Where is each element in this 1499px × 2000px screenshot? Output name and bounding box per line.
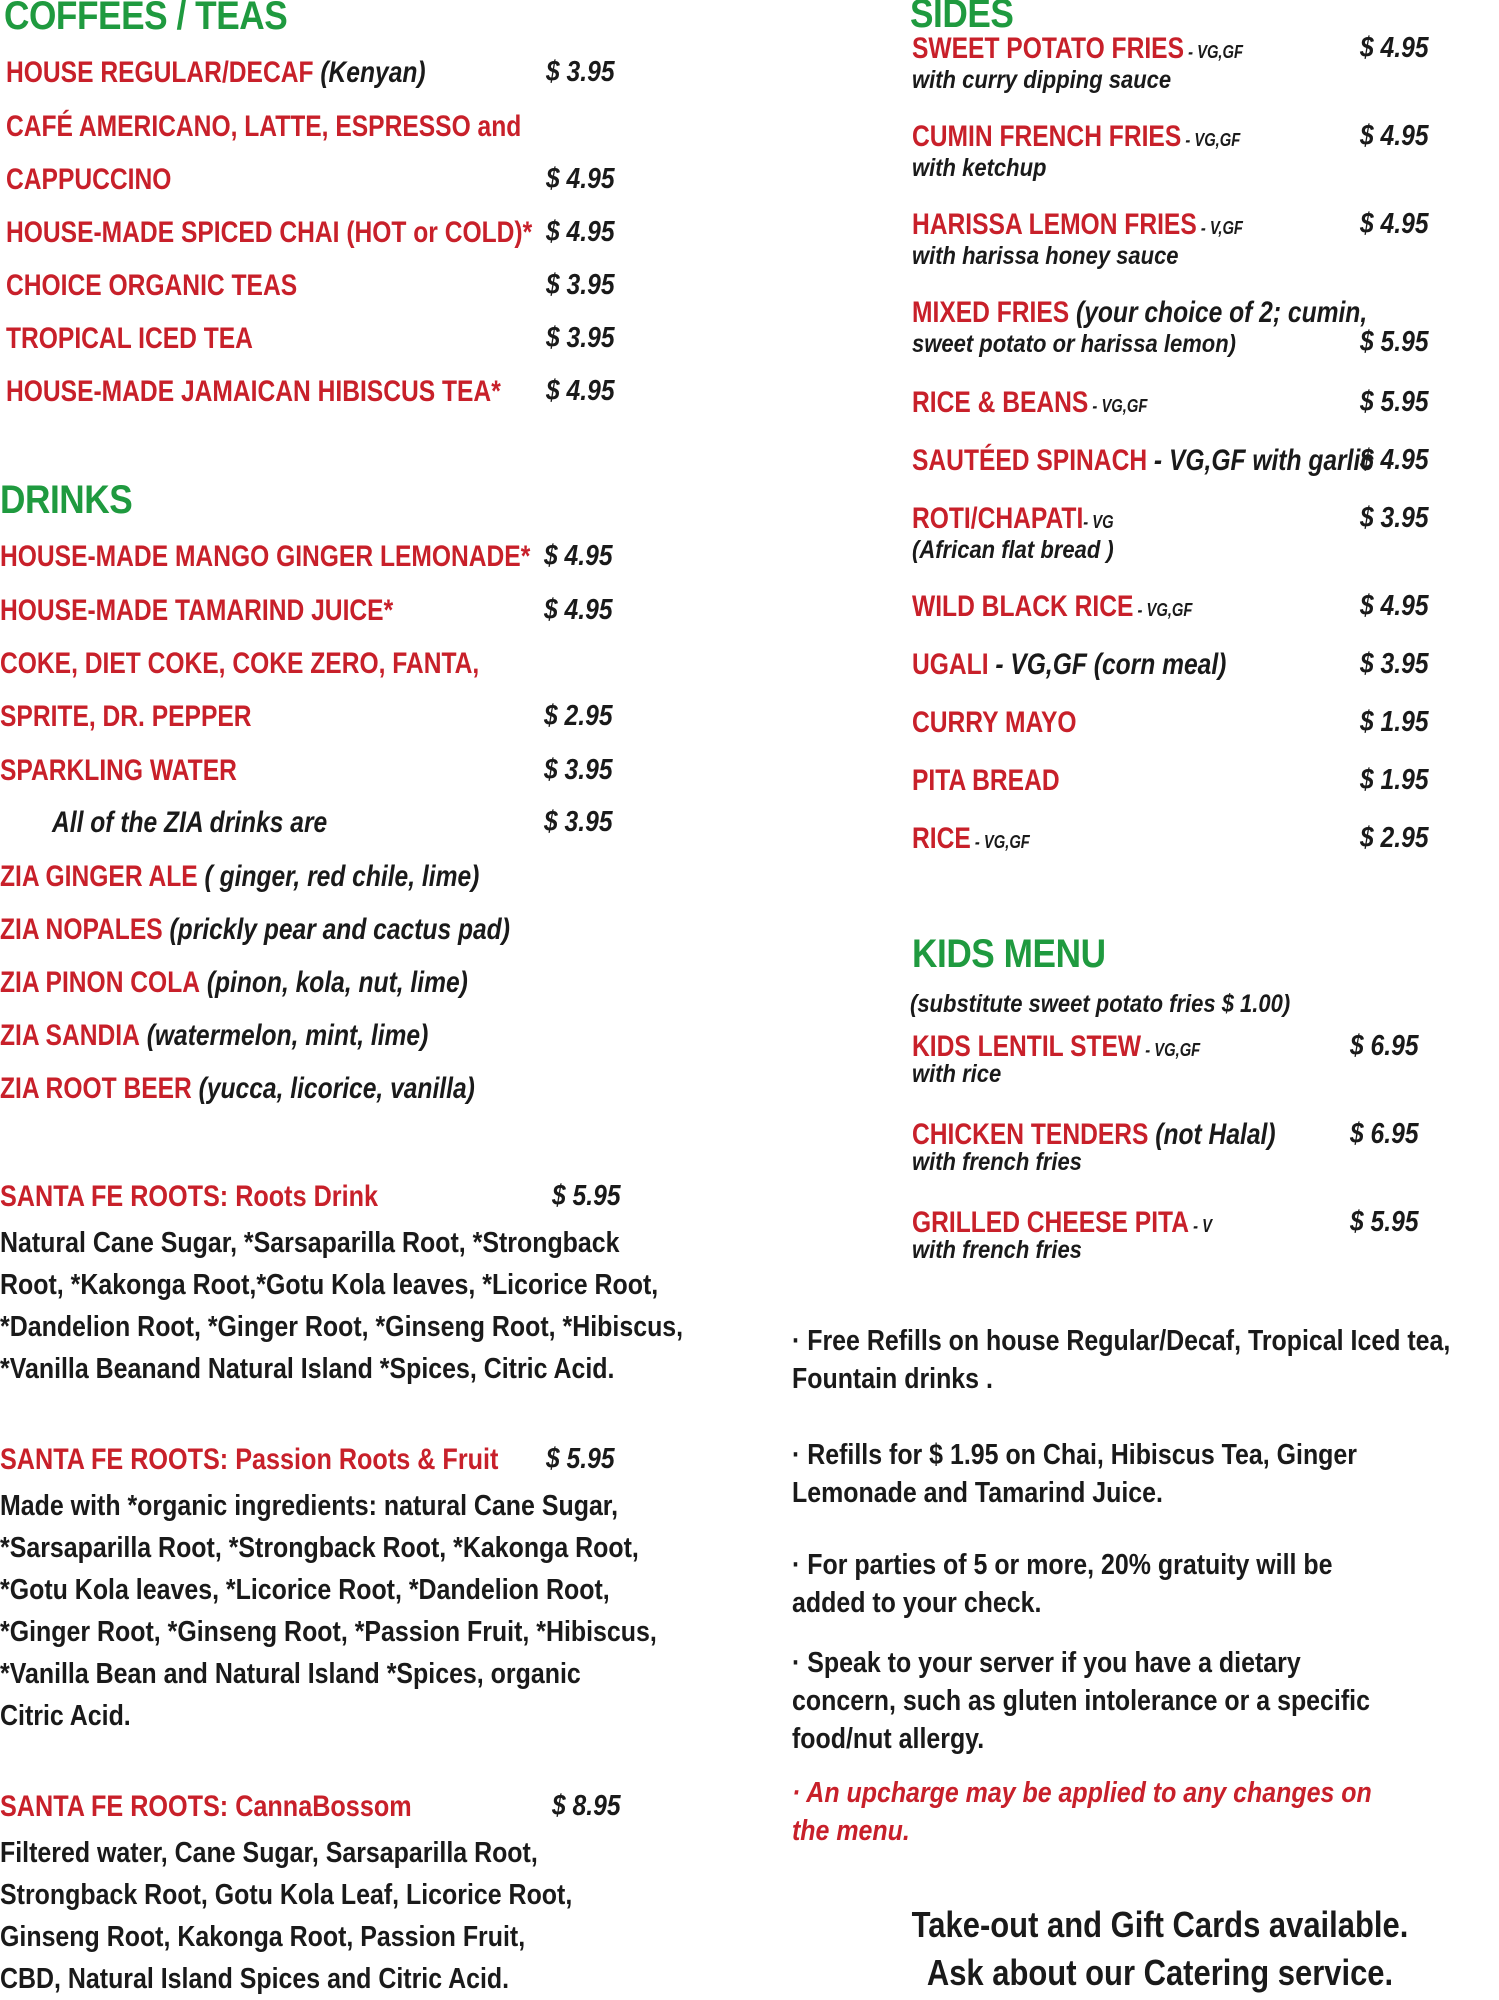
item-title: CUMIN FRENCH FRIES: [912, 120, 1182, 153]
item-title: TROPICAL ICED TEA: [6, 322, 253, 355]
item-tag: (not Halal): [1148, 1118, 1276, 1151]
item-title: GRILLED CHEESE PITA: [912, 1206, 1190, 1239]
item-title: RICE: [912, 822, 971, 855]
item-title: ZIA GINGER ALE: [0, 860, 198, 893]
item-title: UGALI: [912, 648, 989, 681]
item-name: [912, 822, 1030, 856]
item-price: $ 4.95: [544, 594, 613, 626]
ingredients-line: *Dandelion Root, *Ginger Root, *Ginseng Root, *Hibiscus,: [0, 1311, 684, 1343]
menu-item: [900, 822, 1490, 862]
item-title: HARISSA LEMON FRIES: [912, 208, 1197, 241]
menu-item: [0, 913, 760, 953]
ingredients-line: Filtered water, Cane Sugar, Sarsaparilla Root,: [0, 1837, 538, 1869]
note-line: · Speak to your server if you have a dietary: [792, 1647, 1301, 1679]
item-title: RICE & BEANS: [912, 386, 1089, 419]
menu-item: [0, 216, 760, 256]
kids-note: (substitute sweet potato fries $ 1.00): [910, 990, 1291, 1018]
item-subtext: with french fries: [912, 1148, 1082, 1176]
item-name: [0, 1019, 428, 1053]
roots-price: $ 5.95: [546, 1443, 615, 1475]
coffees-heading: COFFEES / TEAS: [4, 0, 288, 38]
item-subtext: with harissa honey sauce: [912, 242, 1179, 270]
menu-item: [900, 764, 1490, 804]
item-name: [912, 1118, 1276, 1152]
item-tag: - VG,GF with garlic: [1147, 444, 1374, 477]
item-name: [912, 502, 1114, 536]
menu-item: [900, 444, 1490, 484]
item-title: WILD BLACK RICE: [912, 590, 1134, 623]
item-name: [0, 540, 530, 574]
item-name: [912, 444, 1374, 478]
ingredients-line: CBD, Natural Island Spices and Citric Acid.: [0, 1963, 510, 1995]
item-name: [0, 754, 237, 788]
item-name: [52, 806, 327, 840]
item-price: $ 3.95: [544, 806, 613, 838]
item-title: CAFÉ AMERICANO, LATTE, ESPRESSO and: [6, 110, 522, 143]
item-title: HOUSE-MADE TAMARIND JUICE*: [0, 594, 394, 627]
note-line: added to your check.: [792, 1587, 1042, 1619]
item-price: $ 3.95: [546, 322, 615, 354]
item-price: $ 3.95: [546, 56, 615, 88]
menu-item: [900, 1030, 1490, 1088]
item-title: CURRY MAYO: [912, 706, 1077, 739]
item-title: MIXED FRIES: [912, 296, 1070, 329]
menu-item: [900, 648, 1490, 688]
footer-line-2: Ask about our Catering service.: [926, 1952, 1394, 1993]
ingredients-line: Citric Acid.: [0, 1700, 131, 1732]
menu-item: [900, 1118, 1490, 1176]
menu-item: [900, 1206, 1490, 1264]
menu-item: [900, 120, 1490, 182]
roots-price: $ 8.95: [552, 1790, 621, 1822]
item-title: HOUSE-MADE MANGO GINGER LEMONADE*: [0, 540, 531, 573]
item-subtext: sweet potato or harissa lemon): [912, 330, 1236, 358]
note-line: concern, such as gluten intolerance or a specific: [792, 1685, 1370, 1717]
item-name: [912, 386, 1147, 420]
roots-title: SANTA FE ROOTS: CannaBossom: [0, 1790, 412, 1823]
item-name: [912, 706, 1076, 740]
footer: [880, 1900, 1480, 2000]
item-name: [6, 216, 532, 250]
item-price: $ 6.95: [1350, 1118, 1419, 1150]
note-line: · Refills for $ 1.95 on Chai, Hibiscus Tea, Ginger: [792, 1439, 1357, 1471]
note-line: Fountain drinks .: [792, 1363, 993, 1395]
item-name: [0, 594, 393, 628]
menu-item: [900, 590, 1490, 630]
item-title: PITA BREAD: [912, 764, 1060, 797]
item-title: ZIA NOPALES: [0, 913, 163, 946]
menu-item: [0, 1019, 760, 1059]
item-price: $ 5.95: [1360, 326, 1429, 358]
item-tag: - VG,GF: [1141, 1040, 1201, 1060]
item-subtext: with curry dipping sauce: [912, 66, 1172, 94]
item-title: ROTI/CHAPATI: [912, 502, 1084, 535]
item-title: SPARKLING WATER: [0, 754, 237, 787]
item-price: $ 2.95: [544, 700, 613, 732]
item-price: $ 6.95: [1350, 1030, 1419, 1062]
item-price: $ 4.95: [546, 216, 615, 248]
drinks-heading: DRINKS: [0, 478, 133, 522]
menu-item: [900, 208, 1490, 270]
item-tag: - VG,GF (corn meal): [988, 648, 1227, 681]
menu-item: [900, 296, 1490, 358]
item-name: [0, 647, 479, 681]
ingredients-line: Ginseng Root, Kakonga Root, Passion Fruit,: [0, 1921, 526, 1953]
item-tag: (your choice of 2; cumin,: [1069, 296, 1368, 329]
menu-item: [0, 375, 760, 415]
ingredients-line: Made with *organic ingredients: natural Cane Sugar,: [0, 1490, 619, 1522]
item-title: COKE, DIET COKE, COKE ZERO, FANTA,: [0, 647, 480, 680]
item-price: $ 1.95: [1360, 706, 1429, 738]
menu-item: [0, 56, 760, 96]
item-tag: - VG,GF: [970, 832, 1030, 852]
item-name: [912, 648, 1226, 682]
item-name: [6, 322, 253, 356]
item-title: CHOICE ORGANIC TEAS: [6, 269, 298, 302]
menu-item: [0, 540, 760, 580]
item-description: (prickly pear and cactus pad): [162, 913, 510, 946]
note-line: · For parties of 5 or more, 20% gratuity will be: [792, 1549, 1333, 1581]
ingredients-line: *Gotu Kola leaves, *Licorice Root, *Dandelion Root,: [0, 1574, 610, 1606]
item-title: SWEET POTATO FRIES: [912, 32, 1184, 65]
item-name: [912, 120, 1240, 154]
menu-item: [900, 32, 1490, 94]
menu-item: [0, 322, 760, 362]
menu-item: [0, 647, 760, 687]
menu-item: [900, 706, 1490, 746]
sides-heading: SIDES: [910, 0, 1014, 36]
menu-item: [0, 806, 760, 846]
item-name: [912, 296, 1367, 330]
item-tag: - VG,GF: [1181, 130, 1241, 150]
item-title: KIDS LENTIL STEW: [912, 1030, 1142, 1063]
item-description: (Kenyan): [313, 56, 426, 89]
menu-item: [0, 700, 760, 740]
menu-item: [0, 594, 760, 634]
ingredients-line: Strongback Root, Gotu Kola Leaf, Licorice Root,: [0, 1879, 573, 1911]
menu-item: [0, 966, 760, 1006]
ingredients-line: *Sarsaparilla Root, *Strongback Root, *Kakonga Root,: [0, 1532, 639, 1564]
item-name: [6, 375, 501, 409]
menu-item: [900, 386, 1490, 426]
item-tag: - VG,GF: [1133, 600, 1193, 620]
item-title: ZIA PINON COLA: [0, 966, 200, 999]
item-title: SPRITE, DR. PEPPER: [0, 700, 252, 733]
item-price: $ 3.95: [1360, 648, 1429, 680]
menu-item: [0, 860, 760, 900]
item-price: $ 4.95: [544, 540, 613, 572]
menu-item: [0, 754, 760, 794]
item-title: HOUSE-MADE JAMAICAN HIBISCUS TEA*: [6, 375, 501, 408]
item-subtext: with rice: [912, 1060, 1002, 1088]
note-line: · Free Refills on house Regular/Decaf, Tropical Iced tea,: [792, 1325, 1451, 1357]
roots-price: $ 5.95: [552, 1180, 621, 1212]
item-description: (yucca, licorice, vanilla): [191, 1072, 475, 1105]
item-price: $ 3.95: [544, 754, 613, 786]
item-description: All of the ZIA drinks are: [52, 806, 328, 839]
ingredients-line: Natural Cane Sugar, *Sarsaparilla Root, *Strongback: [0, 1227, 620, 1259]
roots-title: SANTA FE ROOTS: Roots Drink: [0, 1180, 378, 1213]
item-title: HOUSE-MADE SPICED CHAI (HOT or COLD)*: [6, 216, 533, 249]
kids-heading: KIDS MENU: [912, 932, 1106, 976]
item-name: [912, 1206, 1212, 1240]
menu-item: [900, 502, 1490, 564]
item-tag: - VG,GF: [1088, 396, 1148, 416]
item-tag: - V,GF: [1196, 218, 1243, 238]
menu-item: [0, 1072, 760, 1112]
item-price: $ 4.95: [546, 163, 615, 195]
item-price: $ 4.95: [1360, 120, 1429, 152]
item-name: [6, 56, 426, 90]
ingredients-line: *Vanilla Beanand Natural Island *Spices, Citric Acid.: [0, 1353, 615, 1385]
item-name: [0, 913, 510, 947]
item-subtext: with french fries: [912, 1236, 1082, 1264]
item-price: $ 1.95: [1360, 764, 1429, 796]
item-name: [6, 110, 521, 144]
item-name: [912, 764, 1060, 798]
item-name: [0, 1072, 475, 1106]
note-line: food/nut allergy.: [792, 1723, 985, 1755]
item-price: $ 4.95: [1360, 32, 1429, 64]
item-tag: - VG,GF: [1183, 42, 1244, 62]
item-name: [6, 163, 171, 197]
item-description: (pinon, kola, nut, lime): [199, 966, 468, 999]
item-price: $ 4.95: [1360, 208, 1429, 240]
menu-item: [0, 163, 760, 203]
item-title: CAPPUCCINO: [6, 163, 172, 196]
item-subtext: with ketchup: [912, 154, 1047, 182]
footer-line-1: Take-out and Gift Cards available.: [911, 1904, 1409, 1945]
item-price: $ 4.95: [1360, 444, 1429, 476]
item-title: ZIA ROOT BEER: [0, 1072, 192, 1105]
item-description: (watermelon, mint, lime): [139, 1019, 429, 1052]
item-price: $ 4.95: [546, 375, 615, 407]
item-price: $ 5.95: [1360, 386, 1429, 418]
note-line: the menu.: [792, 1815, 910, 1847]
item-name: [912, 1030, 1200, 1064]
item-name: [0, 966, 468, 1000]
item-title: SAUTÉED SPINACH: [912, 444, 1148, 477]
item-price: $ 2.95: [1360, 822, 1429, 854]
item-tag: - VG: [1083, 512, 1114, 532]
item-price: $ 5.95: [1350, 1206, 1419, 1238]
item-name: [6, 269, 297, 303]
item-description: ( ginger, red chile, lime): [197, 860, 480, 893]
item-subtext: (African flat bread ): [912, 536, 1114, 564]
item-name: [0, 700, 252, 734]
item-price: $ 4.95: [1360, 590, 1429, 622]
item-title: HOUSE REGULAR/DECAF: [6, 56, 314, 89]
item-title: CHICKEN TENDERS: [912, 1118, 1149, 1151]
ingredients-line: Root, *Kakonga Root,*Gotu Kola leaves, *Licorice Root,: [0, 1269, 659, 1301]
item-price: $ 3.95: [1360, 502, 1429, 534]
menu-item: [0, 110, 760, 150]
menu-item: [0, 269, 760, 309]
item-name: [0, 860, 479, 894]
item-price: $ 3.95: [546, 269, 615, 301]
ingredients-line: *Vanilla Bean and Natural Island *Spices, organic: [0, 1658, 581, 1690]
note-line: Lemonade and Tamarind Juice.: [792, 1477, 1163, 1509]
item-name: [912, 208, 1243, 242]
item-title: ZIA SANDIA: [0, 1019, 140, 1052]
item-tag: - V: [1189, 1216, 1212, 1236]
item-name: [912, 32, 1243, 66]
item-name: [912, 590, 1192, 624]
note-line: · An upcharge may be applied to any changes on: [792, 1777, 1372, 1809]
ingredients-line: *Ginger Root, *Ginseng Root, *Passion Fruit, *Hibiscus,: [0, 1616, 657, 1648]
roots-title: SANTA FE ROOTS: Passion Roots & Fruit: [0, 1443, 499, 1476]
